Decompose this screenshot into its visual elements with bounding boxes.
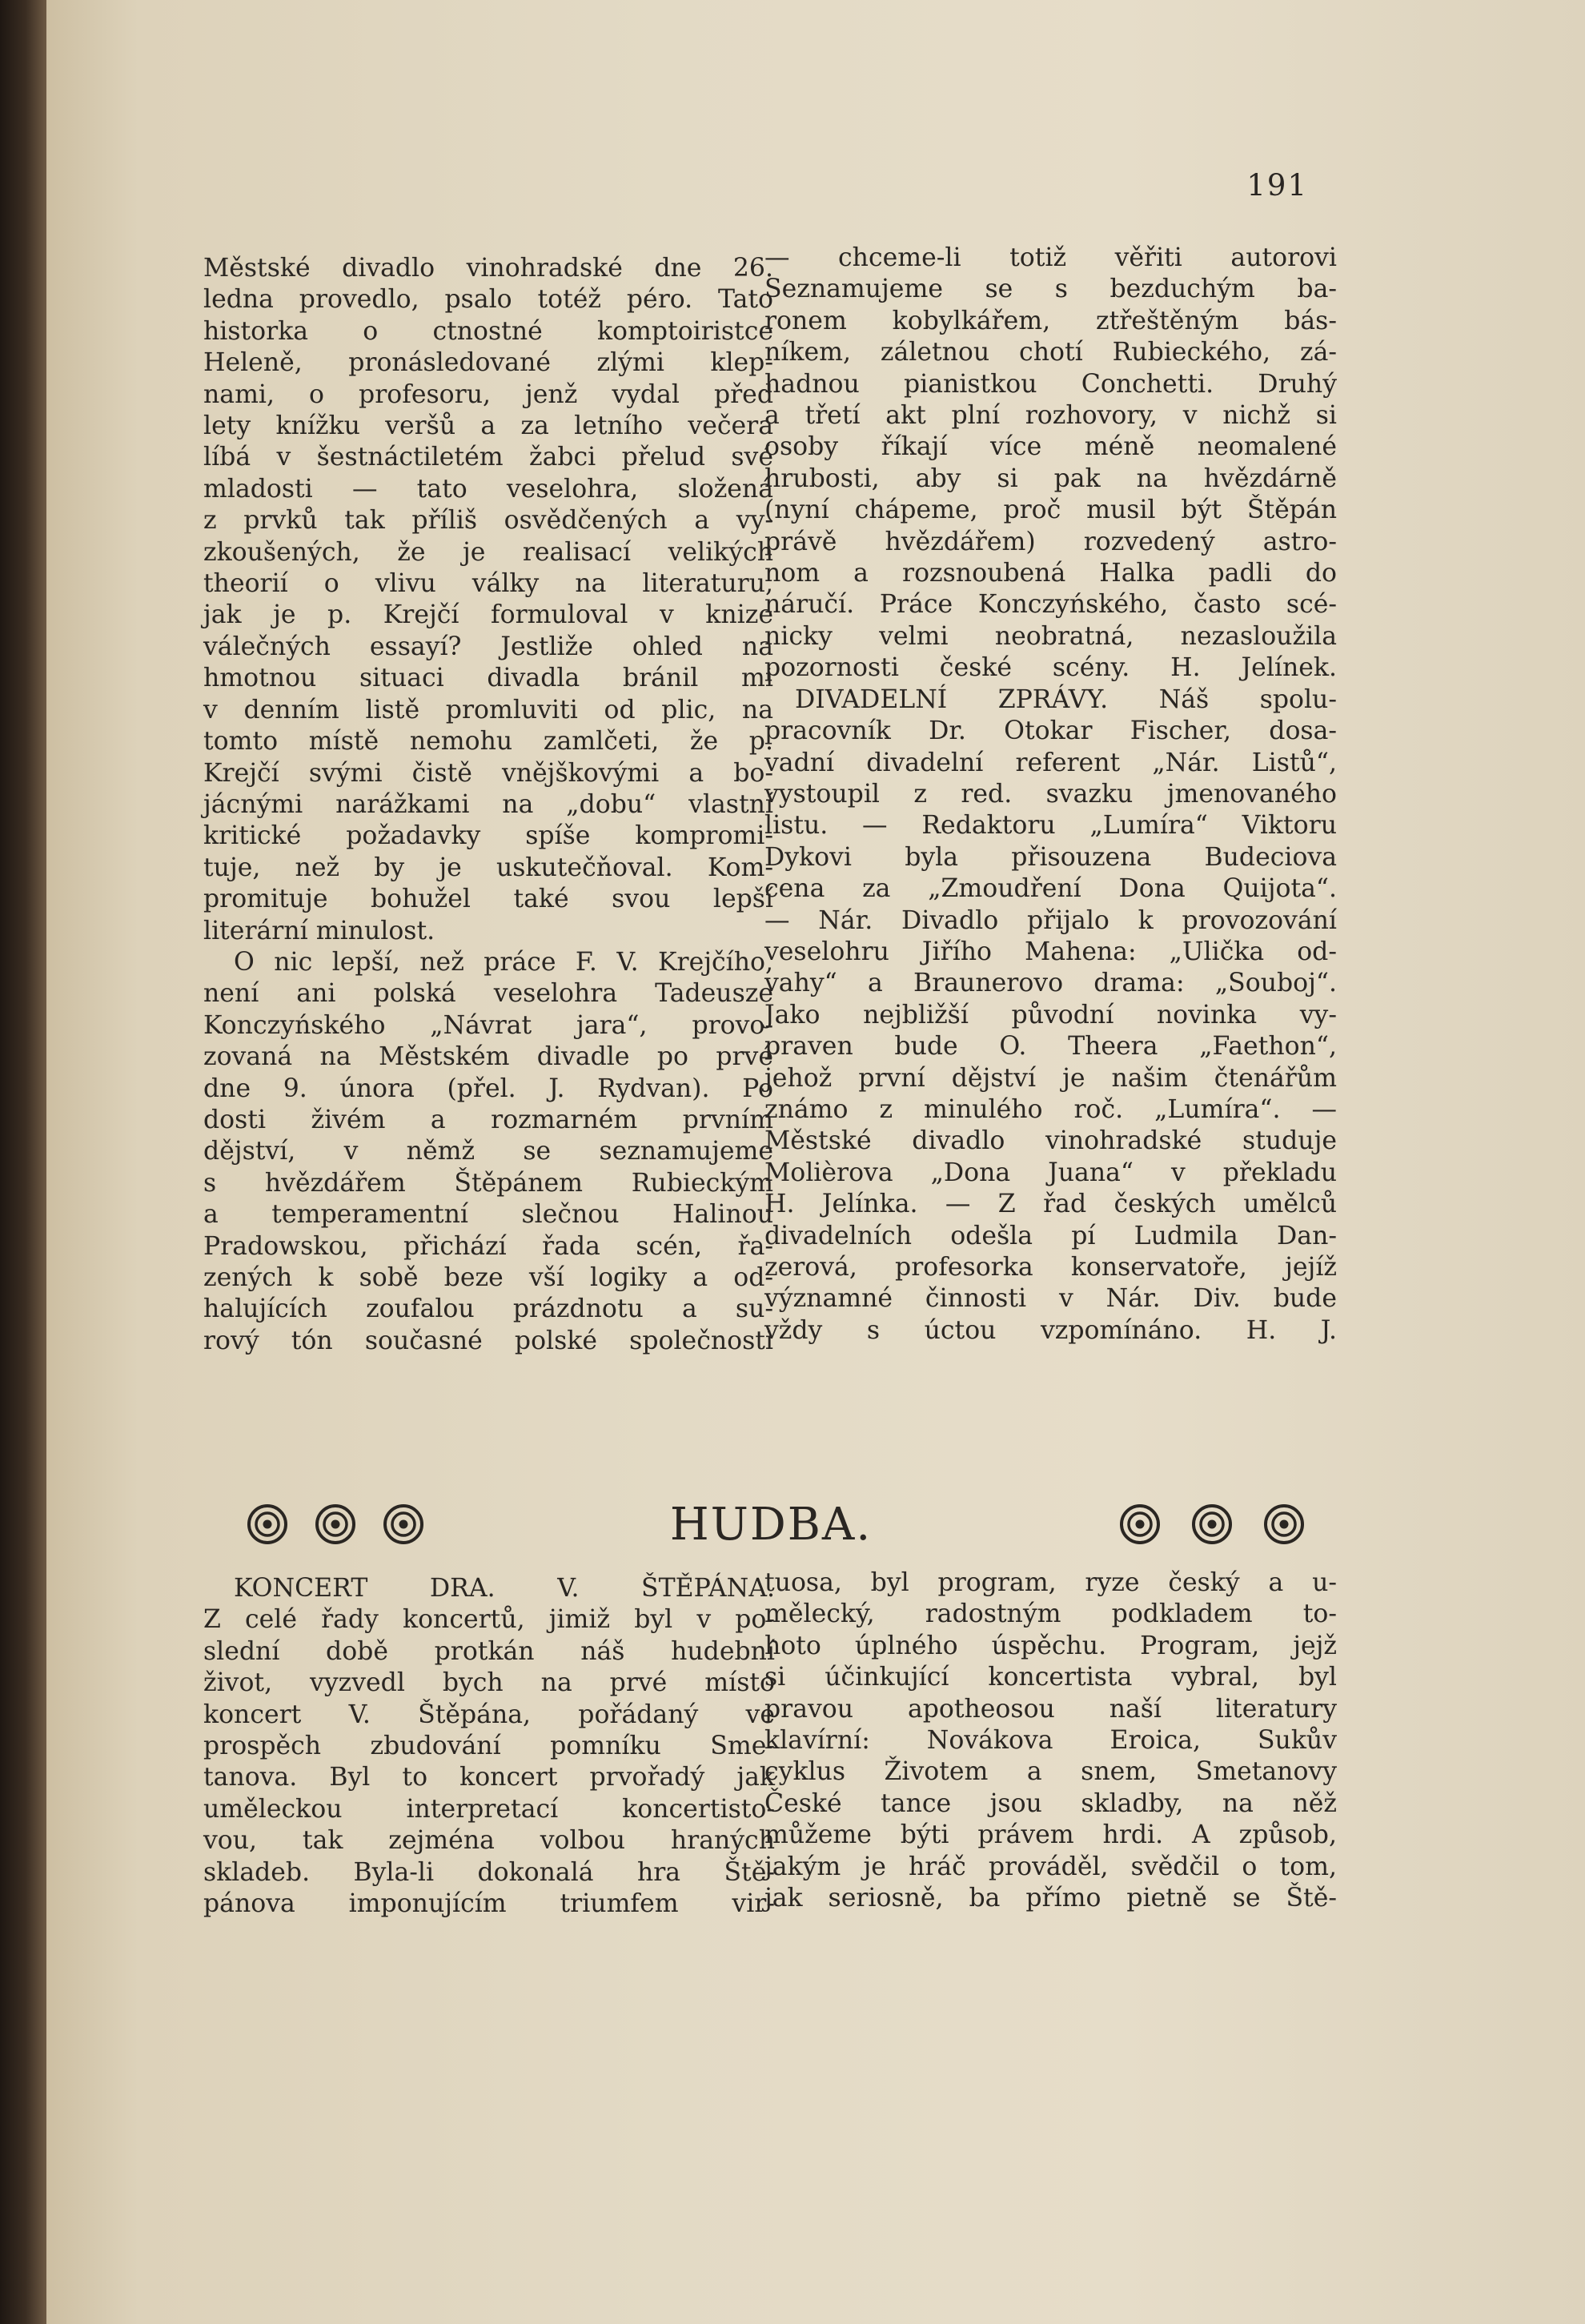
text-line: dosti živém a rozmarném prvním xyxy=(203,1105,773,1134)
text-line: jehož první dějství je našim čtenářům xyxy=(764,1063,1337,1093)
text-line: tuosa, byl program, ryze český a u- xyxy=(764,1568,1337,1597)
text-line: není ani polská veselohra Tadeusze xyxy=(203,979,773,1009)
text-line: hmotnou situaci divadla bránil mi xyxy=(203,664,773,693)
text-line: jácnými narážkami na „dobu“ vlastní xyxy=(203,789,773,819)
section-divider-hudba xyxy=(199,1495,1343,1559)
text-line: líbá v šestnáctiletém žabci přelud své xyxy=(203,443,773,472)
text-line: halujících zoufalou prázdnotu a su- xyxy=(203,1294,773,1324)
text-line: kritické požadavky spíše kompromi- xyxy=(203,821,773,851)
text-line: listu. — Redaktoru „Lumíra“ Viktoru xyxy=(764,811,1337,841)
section-title-hudba: HUDBA. xyxy=(669,1499,873,1551)
text-line: pánova imponujícím triumfem vir- xyxy=(203,1889,775,1919)
text-line: tanova. Byl to koncert prvořadý jak xyxy=(203,1763,775,1792)
text-line: dějství, v němž se seznamujeme xyxy=(203,1137,773,1166)
text-line: můžeme býti právem hrdi. A způsob, xyxy=(764,1820,1337,1850)
page-number: 191 xyxy=(1246,168,1308,203)
text-line: ledna provedlo, psalo totéž péro. Tato xyxy=(203,285,773,315)
text-line: vystoupil z red. svazku jmenovaného xyxy=(764,779,1337,809)
text-line: hoto úplného úspěchu. Program, jejž xyxy=(764,1631,1337,1660)
text-line: — chceme-li totiž věřiti autorovi xyxy=(764,243,1337,272)
text-line: pozornosti české scény. H. Jelínek. xyxy=(764,653,1337,683)
text-line: jak seriosně, ba přímo pietně se Ště- xyxy=(764,1884,1337,1913)
text-line: jakým je hráč prováděl, svědčil o tom, xyxy=(764,1852,1337,1881)
text-line: tomto místě nemohu zamlčeti, že p. xyxy=(203,727,773,757)
text-line: pravou apotheosou naší literatury xyxy=(764,1694,1337,1724)
text-line: a temperamentní slečnou Halinou xyxy=(203,1200,773,1230)
text-line: nom a rozsnoubená Halka padli do xyxy=(764,559,1337,588)
text-line: Městské divadlo vinohradské dne 26. xyxy=(203,254,773,283)
text-line: Heleně, pronásledované zlými klep- xyxy=(203,348,773,378)
text-line: Z celé řady koncertů, jimiž byl v po- xyxy=(203,1605,775,1635)
text-line: právě hvězdářem) rozvedený astro- xyxy=(764,527,1337,556)
text-line: zených k sobě beze vší logiky a od- xyxy=(203,1263,773,1292)
top-right-column xyxy=(764,243,1337,1347)
text-line: vadní divadelní referent „Nár. Listů“, xyxy=(764,748,1337,777)
text-line: historka o ctnostné komptoiristce xyxy=(203,316,773,346)
text-line: veselohru Jiřího Mahena: „Ulička od- xyxy=(764,937,1337,966)
text-line: theorií o vlivu války na literaturu, xyxy=(203,569,773,599)
text-line: nami, o profesoru, jenž vydal před xyxy=(203,379,773,409)
text-line: Konczyńského „Návrat jara“, provo- xyxy=(203,1010,773,1040)
text-line: zerová, profesorka konservatoře, jejíž xyxy=(764,1253,1337,1282)
text-line: koncert V. Štěpána, pořádaný ve xyxy=(203,1700,775,1729)
text-line: jak je p. Krejčí formuloval v knize xyxy=(203,600,773,630)
text-line: život, vyzvedl bych na prvé místo xyxy=(203,1668,775,1698)
text-line: (nyní chápeme, proč musil být Štěpán xyxy=(764,496,1337,525)
text-line: skladeb. Byla-li dokonalá hra Ště- xyxy=(203,1857,775,1887)
text-line: divadelních odešla pí Ludmila Dan- xyxy=(764,1221,1337,1250)
text-line: si účinkující koncertista vybral, byl xyxy=(764,1663,1337,1692)
text-line: Dykovi byla přisouzena Budeciova xyxy=(764,842,1337,872)
text-line: zovaná na Městském divadle po prvé xyxy=(203,1042,773,1072)
text-line: Pradowskou, přichází řada scén, řa- xyxy=(203,1231,773,1261)
text-line: promituje bohužel také svou lepší xyxy=(203,885,773,914)
text-line: s hvězdářem Štěpánem Rubieckým xyxy=(203,1168,773,1198)
text-line: slední době protkán náš hudební xyxy=(203,1636,775,1666)
text-line: lety knížku veršů a za letního večera xyxy=(203,411,773,441)
book-spine xyxy=(0,0,46,2324)
text-line: H. Jelínka. — Z řad českých umělců xyxy=(764,1190,1337,1219)
text-line: literární minulost. xyxy=(203,916,435,945)
text-line: významné činnosti v Nár. Div. bude xyxy=(764,1284,1337,1314)
text-line: tuje, než by je uskutečňoval. Kom- xyxy=(203,853,773,882)
text-line: pracovník Dr. Otokar Fischer, dosa- xyxy=(764,716,1337,746)
text-line: Jako nejbližší původní novinka vy- xyxy=(764,1000,1337,1030)
text-line: nicky velmi neobratná, nezasloužila xyxy=(764,621,1337,651)
text-line: a třetí akt plní rozhovory, v nichž si xyxy=(764,401,1337,431)
book-page xyxy=(46,0,1585,2324)
text-line: Krejčí svými čistě vnějškovými a bo- xyxy=(203,758,773,788)
text-line: klavírní: Novákova Eroica, Sukův xyxy=(764,1726,1337,1756)
text-line: hrubosti, aby si pak na hvězdárně xyxy=(764,464,1337,493)
text-line: ronem kobylkářem, ztřeštěným bás- xyxy=(764,306,1337,335)
text-line: hadnou pianistkou Conchetti. Druhý xyxy=(764,369,1337,399)
top-left-column xyxy=(203,253,773,1357)
text-line: České tance jsou skladby, na něž xyxy=(764,1788,1337,1818)
bottom-left-column xyxy=(203,1573,775,1920)
text-line: níkem, záletnou chotí Rubieckého, zá- xyxy=(764,338,1337,367)
text-line: prospěch zbudování pomníku Sme- xyxy=(203,1732,775,1761)
text-line: válečných essayí? Jestliže ohled na xyxy=(203,632,773,661)
text-line: cena za „Zmoudření Dona Quijota“. xyxy=(764,874,1337,904)
text-line: vždy s úctou vzpomínáno. H. J. xyxy=(764,1315,1337,1345)
text-line: rový tón současné polské společnosti xyxy=(203,1326,773,1355)
text-line: mladosti — tato veselohra, složená xyxy=(203,474,773,504)
text-line: vahy“ a Braunerovo drama: „Souboj“. xyxy=(764,969,1337,998)
text-line: Molièrova „Dona Juana“ v překladu xyxy=(764,1158,1337,1187)
article-heading-koncert: KONCERT DRA. V. ŠTĚPÁNA. xyxy=(234,1574,775,1603)
section-heading-divadelni-zpravy: DIVADELNÍ ZPRÁVY. Náš spolu- xyxy=(795,684,1337,714)
text-line: z prvků tak příliš osvědčených a vy- xyxy=(203,506,773,536)
text-line: náručí. Práce Konczyńského, často scé- xyxy=(764,590,1337,620)
text-line: vou, tak zejména volbou hraných xyxy=(203,1826,775,1856)
text-line: známo z minulého roč. „Lumíra“. — xyxy=(764,1094,1337,1124)
bottom-right-column xyxy=(764,1567,1337,1914)
text-line: Městské divadlo vinohradské studuje xyxy=(764,1126,1337,1156)
text-line: osoby říkají více méně neomalené xyxy=(764,432,1337,462)
text-line: praven bude O. Theera „Faethon“, xyxy=(764,1032,1337,1062)
text-line: Seznamujeme se s bezduchým ba- xyxy=(764,275,1337,304)
text-line: zkoušených, že je realisací velikých xyxy=(203,537,773,567)
rose-ornament-icon xyxy=(1263,1503,1305,1545)
text-line: cyklus Životem a snem, Smetanovy xyxy=(764,1757,1337,1787)
text-line: dne 9. února (přel. J. Rydvan). Po xyxy=(203,1074,773,1103)
rose-ornament-icon xyxy=(1191,1503,1233,1545)
rose-ornament-icon xyxy=(1119,1503,1161,1545)
text-line: uměleckou interpretací koncertisto- xyxy=(203,1794,775,1824)
text-line: mělecký, radostným podkladem to- xyxy=(764,1600,1337,1629)
text-line: — Nár. Divadlo přijalo k provozování xyxy=(764,905,1337,935)
text-line: v denním listě promluviti od plic, na xyxy=(203,695,773,724)
text-line: O nic lepší, než práce F. V. Krejčího, xyxy=(234,947,773,977)
